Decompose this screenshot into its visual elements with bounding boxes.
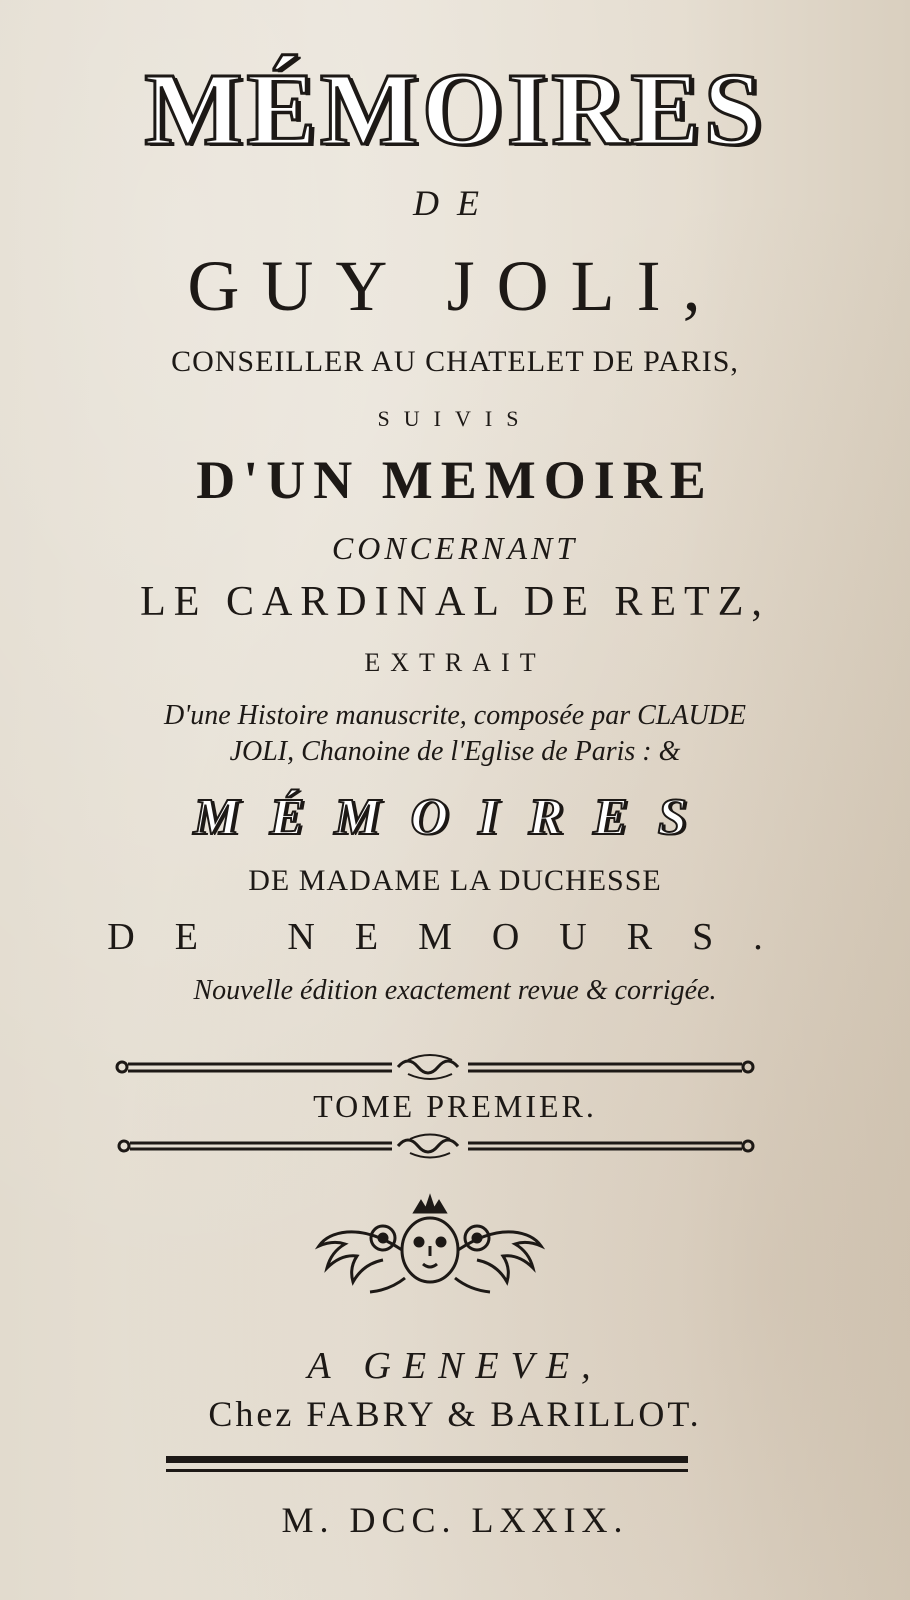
nemours-line: DE NEMOURS. (107, 916, 803, 958)
edition-note: Nouvelle édition exactement revue & corrigée. (193, 975, 717, 1006)
suivis-label: SUIVIS (377, 406, 533, 431)
green-man-mask-with-crown-and-flowers-icon (315, 1190, 545, 1300)
extrait-label: EXTRAIT (364, 648, 546, 677)
duchesse-line: DE MADAME LA DUCHESSE (248, 864, 662, 897)
book-title: MÉMOIRES (144, 52, 766, 167)
cardinal-line: LE CARDINAL DE RETZ, (140, 579, 770, 625)
preposition-de: DE (413, 183, 497, 223)
place-of-publication: A GENEVE, (307, 1345, 603, 1387)
memoires-heading-2: MÉMOIRES (193, 789, 717, 846)
double-rule-thick (166, 1456, 688, 1463)
volume-label: TOME PREMIER. (313, 1088, 597, 1124)
source-line-2: JOLI, Chanoine de l'Eglise de Paris : & (229, 736, 681, 767)
concernant-label: CONCERNANT (331, 530, 579, 566)
printer-line: Chez FABRY & BARILLOT. (208, 1394, 702, 1434)
author-name: GUY JOLI, (187, 246, 723, 326)
publication-year: M. DCC. LXXIX. (281, 1500, 629, 1540)
double-rule-thin (166, 1469, 688, 1472)
source-line-1: D'une Histoire manuscrite, composée par CLAUDE (164, 700, 746, 731)
author-title: CONSEILLER AU CHATELET DE PARIS, (171, 345, 739, 378)
memoire-heading: D'UN MEMOIRE (196, 450, 714, 510)
